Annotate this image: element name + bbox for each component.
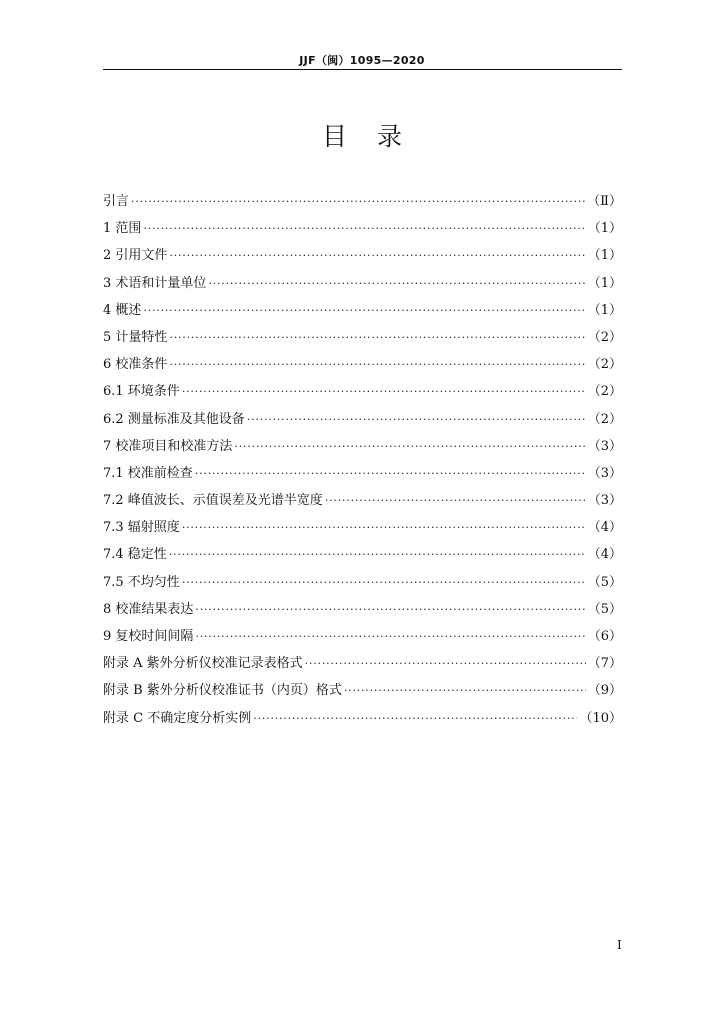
toc-entry-label: 附录 A 紫外分析仪校准记录表格式 bbox=[103, 656, 303, 672]
toc-dot-leader bbox=[131, 188, 585, 215]
toc-entry[interactable] bbox=[103, 188, 622, 215]
toc-entry-label: 6 校准条件 bbox=[103, 357, 168, 373]
toc-dot-leader bbox=[305, 650, 586, 677]
toc-dot-leader bbox=[195, 596, 585, 623]
toc-entry[interactable] bbox=[103, 406, 622, 433]
toc-entry-page: （1） bbox=[587, 221, 622, 237]
toc-dot-leader bbox=[195, 460, 586, 487]
toc-entry-label: 7 校准项目和校准方法 bbox=[103, 438, 233, 454]
toc-dot-leader bbox=[169, 541, 586, 568]
toc-entry[interactable] bbox=[103, 460, 622, 487]
toc-dot-leader bbox=[169, 324, 585, 351]
toc-dot-leader bbox=[182, 514, 586, 541]
header-divider bbox=[103, 69, 622, 70]
toc-dot-leader bbox=[195, 623, 585, 650]
toc-entry[interactable] bbox=[103, 351, 622, 378]
toc-entry-label: 7.2 峰值波长、示值误差及光谱半宽度 bbox=[103, 493, 323, 509]
toc-entry[interactable] bbox=[103, 378, 622, 405]
toc-entry-label: 4 概述 bbox=[103, 302, 142, 318]
toc-entry-label: 附录 C 不确定度分析实例 bbox=[103, 710, 252, 726]
standard-code-header: JJF（闽）1095—2020 bbox=[299, 54, 425, 67]
toc-entry-label: 附录 B 紫外分析仪校准证书（内页）格式 bbox=[103, 683, 342, 699]
toc-entry-label: 7.4 稳定性 bbox=[103, 547, 167, 563]
toc-entry[interactable] bbox=[103, 514, 622, 541]
toc-dot-leader bbox=[169, 242, 585, 269]
toc-entry[interactable] bbox=[103, 650, 622, 677]
toc-entry[interactable] bbox=[103, 623, 622, 650]
toc-entry-page: （1） bbox=[587, 275, 622, 291]
toc-entry-page: （5） bbox=[587, 574, 622, 590]
toc-dot-leader bbox=[208, 270, 585, 297]
toc-entry-label: 7.3 辐射照度 bbox=[103, 520, 180, 536]
toc-dot-leader bbox=[344, 677, 586, 704]
toc-entry-page: （4） bbox=[587, 547, 622, 563]
toc-entry-page: （7） bbox=[587, 656, 622, 672]
toc-entry-page: （3） bbox=[587, 465, 622, 481]
toc-entry-label: 9 复校时间间隔 bbox=[103, 629, 194, 644]
toc-dot-leader bbox=[253, 705, 577, 732]
toc-dot-leader bbox=[234, 433, 585, 460]
toc-entry-page: （1） bbox=[587, 302, 622, 318]
toc-entry-label: 5 计量特性 bbox=[103, 329, 168, 345]
toc-dot-leader bbox=[247, 406, 586, 433]
toc-dot-leader bbox=[325, 487, 586, 514]
toc-entry[interactable] bbox=[103, 541, 622, 568]
toc-entry-label: 6.1 环境条件 bbox=[103, 384, 180, 400]
toc-entry[interactable] bbox=[103, 677, 622, 704]
toc-entry[interactable] bbox=[103, 705, 622, 732]
toc-entry-page: （2） bbox=[587, 357, 622, 373]
toc-entry-page: （4） bbox=[587, 520, 622, 536]
toc-dot-leader bbox=[182, 378, 586, 405]
toc-entry-page: （9） bbox=[587, 683, 622, 699]
toc-entry-page: （6） bbox=[587, 629, 622, 644]
toc-dot-leader bbox=[143, 215, 585, 242]
toc-entry-page: （10） bbox=[579, 710, 622, 726]
toc-entry-page: （1） bbox=[587, 248, 622, 264]
toc-entry-label: 2 引用文件 bbox=[103, 248, 168, 264]
toc-entry[interactable] bbox=[103, 270, 622, 297]
toc-entry-page: （2） bbox=[587, 411, 622, 427]
toc-entry-label: 6.2 测量标准及其他设备 bbox=[103, 411, 245, 427]
toc-entry[interactable] bbox=[103, 297, 622, 324]
toc-entry[interactable] bbox=[103, 596, 622, 623]
toc-dot-leader bbox=[143, 297, 585, 324]
toc-entry[interactable] bbox=[103, 215, 622, 242]
toc-entry-label: 7.5 不均匀性 bbox=[103, 574, 180, 590]
toc-entry-label: 7.1 校准前检查 bbox=[103, 465, 193, 481]
table-of-contents bbox=[103, 188, 622, 732]
toc-entry-page: （3） bbox=[587, 438, 622, 454]
page-number: I bbox=[617, 938, 622, 952]
toc-entry-label: 1 范围 bbox=[103, 221, 142, 237]
toc-entry-page: （2） bbox=[587, 329, 622, 345]
page-title: 目录 bbox=[321, 122, 432, 151]
toc-dot-leader bbox=[169, 351, 585, 378]
toc-entry-label: 引言 bbox=[103, 194, 130, 209]
toc-dot-leader bbox=[182, 569, 586, 596]
toc-entry-page: （Ⅱ） bbox=[587, 194, 622, 209]
toc-entry-page: （5） bbox=[587, 601, 622, 617]
toc-entry-label: 8 校准结果表达 bbox=[103, 601, 194, 617]
toc-entry-page: （3） bbox=[587, 493, 622, 509]
toc-entry-label: 3 术语和计量单位 bbox=[103, 275, 207, 291]
toc-entry[interactable] bbox=[103, 324, 622, 351]
toc-entry[interactable] bbox=[103, 569, 622, 596]
toc-entry-page: （2） bbox=[587, 384, 622, 400]
toc-entry[interactable] bbox=[103, 242, 622, 269]
toc-entry[interactable] bbox=[103, 433, 622, 460]
toc-entry[interactable] bbox=[103, 487, 622, 514]
